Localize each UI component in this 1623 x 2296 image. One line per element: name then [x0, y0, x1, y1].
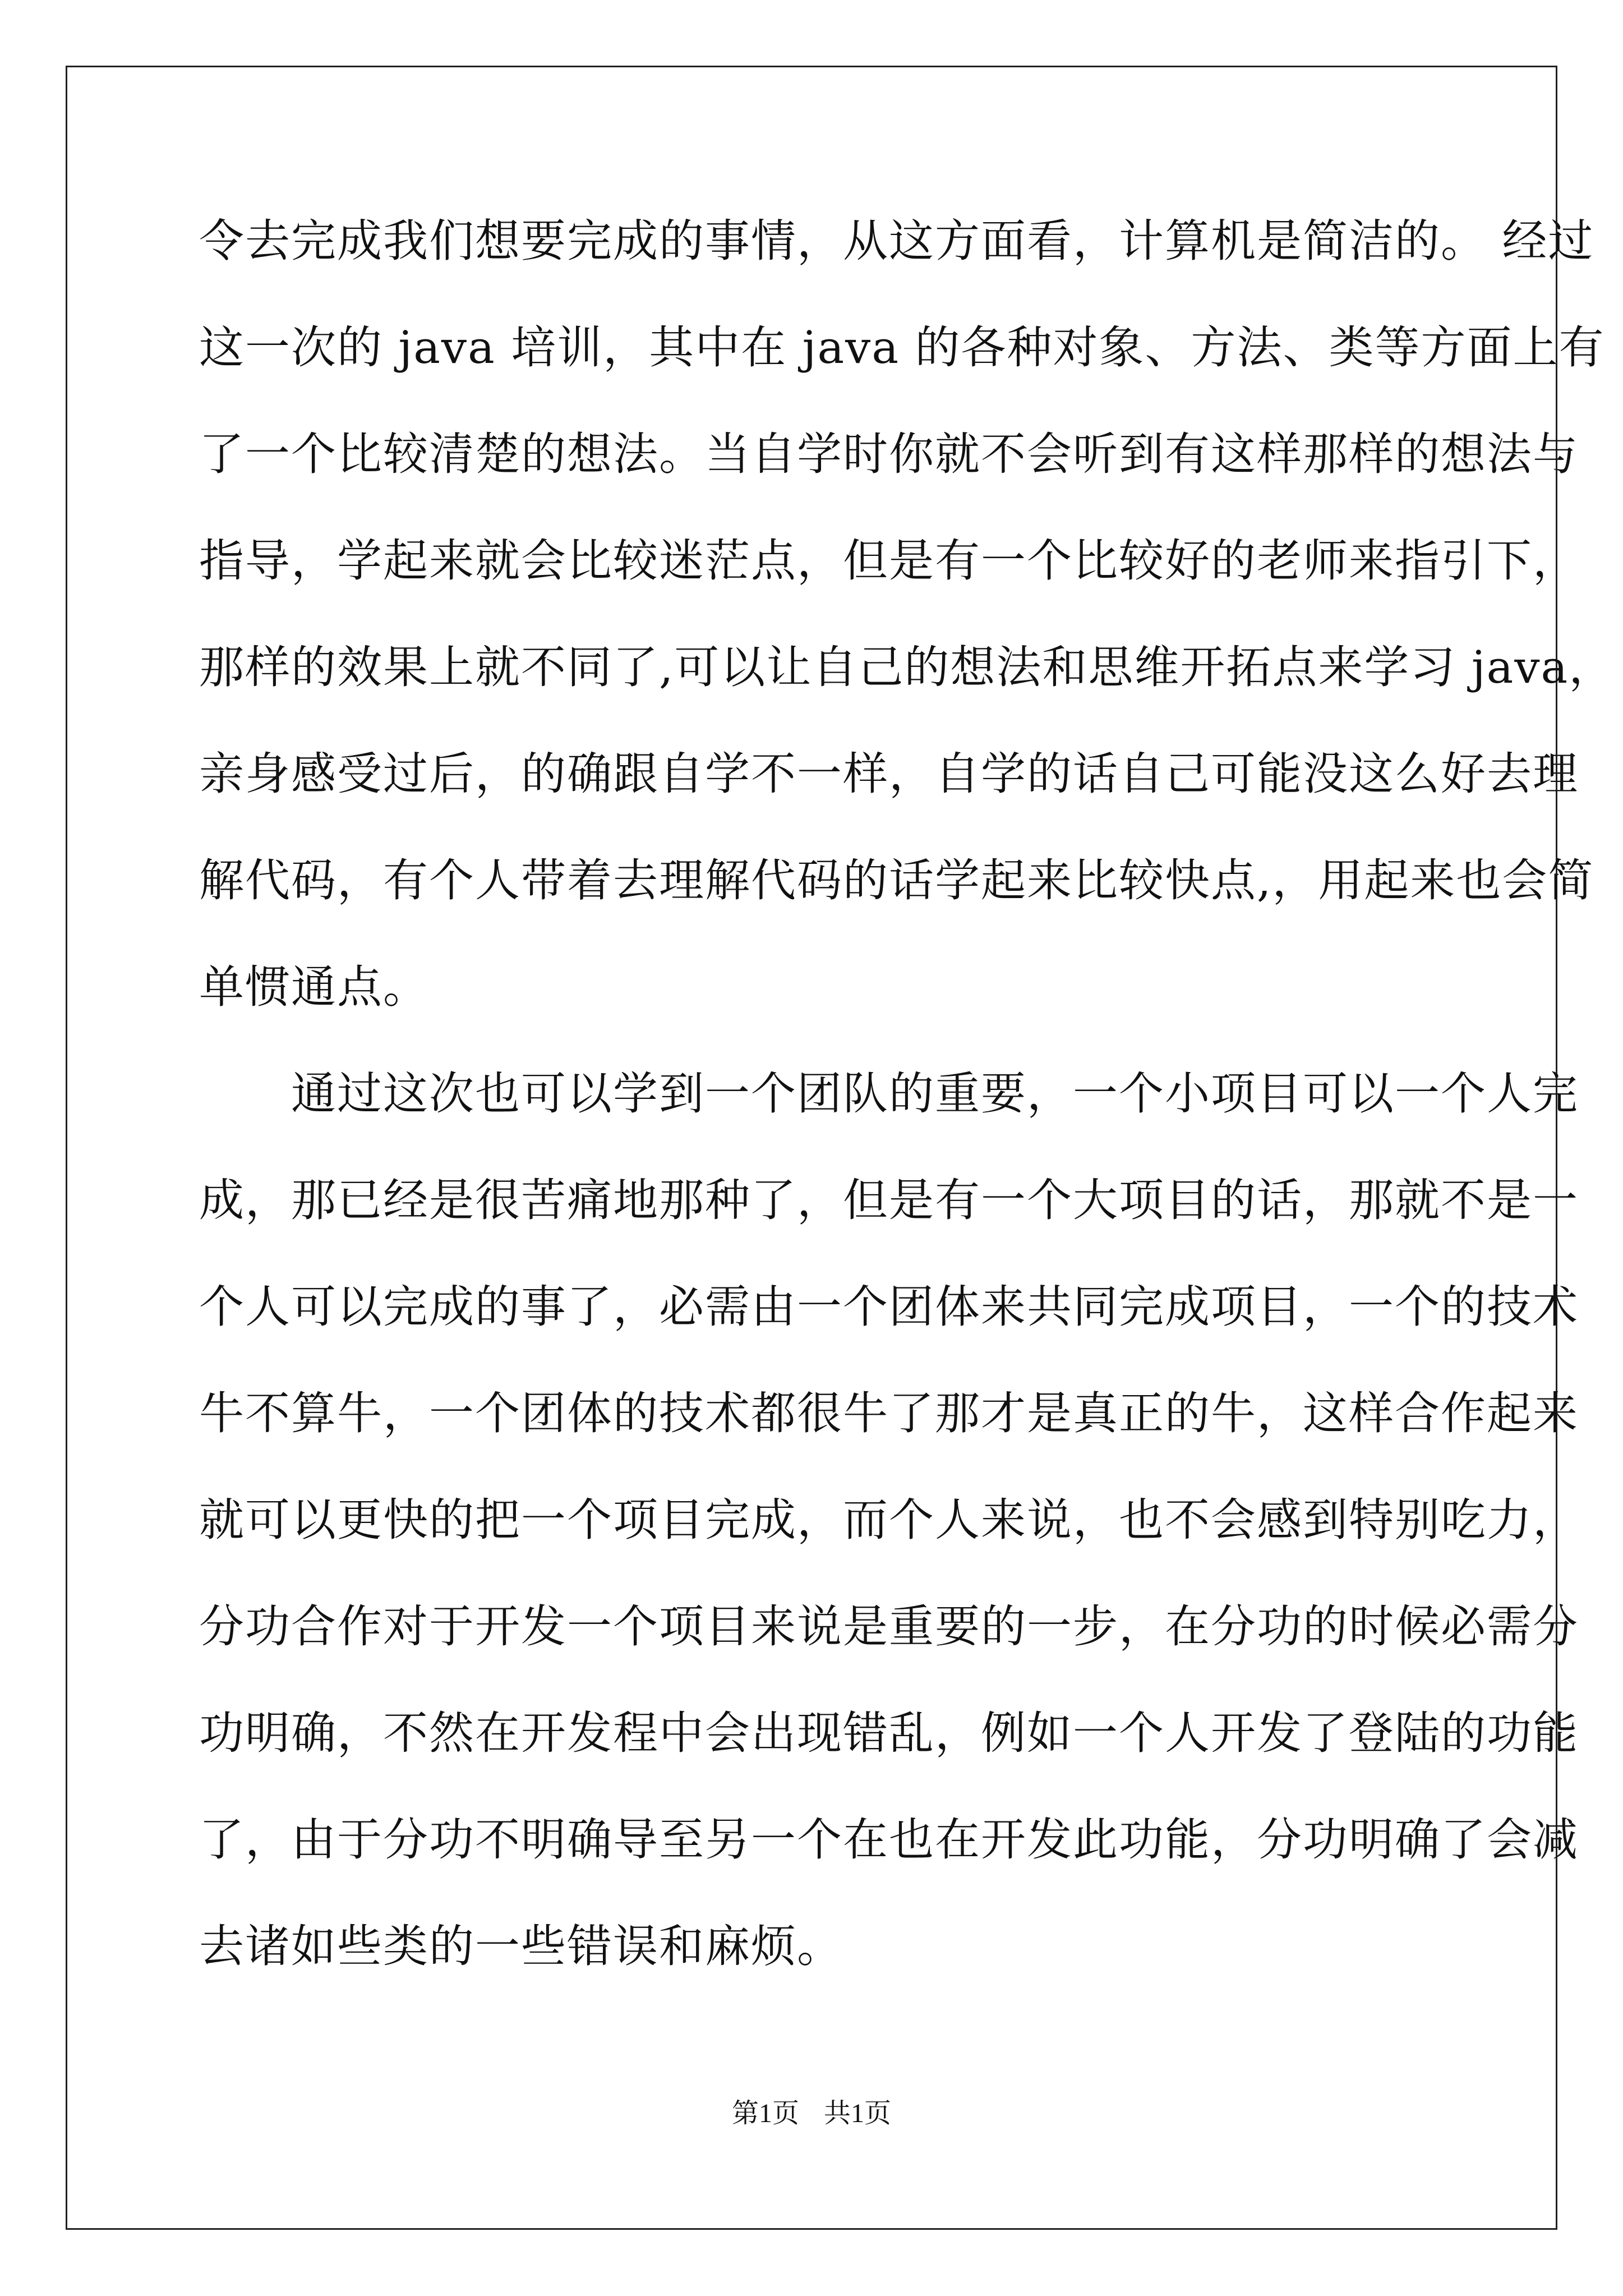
text-line-8: 单惯通点。 — [199, 961, 429, 1013]
text-line-2: 这一次的 java 培训，其中在 java 的各种对象、方法、类等方面上有 — [199, 321, 1605, 374]
text-line-14: 分功合作对于开发一个项目来说是重要的一步，在分功的时候必需分 — [199, 1600, 1579, 1653]
text-line-15: 功明确，不然在开发程中会出现错乱，例如一个人开发了登陆的功能 — [199, 1707, 1579, 1759]
document-body — [199, 210, 1615, 2022]
text-line-17: 去诸如些类的一些错误和麻烦。 — [199, 1920, 843, 1972]
text-line-1: 令去完成我们想要完成的事情，从这方面看，计算机是简洁的。 经过 — [199, 215, 1594, 267]
text-line-3: 了一个比较清楚的想法。当自学时你就不会听到有这样那样的想法与 — [199, 428, 1579, 480]
text-line-13: 就可以更快的把一个项目完成，而个人来说，也不会感到特别吃力， — [199, 1494, 1579, 1546]
text-line-9: 通过这次也可以学到一个团队的重要，一个小项目可以一个人完 — [199, 1068, 1579, 1120]
text-line-10: 成，那已经是很苦痛地那种了，但是有一个大项目的话，那就不是一 — [199, 1174, 1579, 1226]
text-line-4: 指导，学起来就会比较迷茫点，但是有一个比较好的老师来指引下， — [199, 535, 1579, 587]
text-line-12: 牛不算牛，一个团体的技术都很牛了那才是真正的牛，这样合作起来 — [199, 1387, 1579, 1439]
page-number: 第1页 — [731, 2099, 799, 2128]
text-line-16: 了，由于分功不明确导至另一个在也在开发此功能，分功明确了会减 — [199, 1814, 1579, 1866]
text-line-5: 那样的效果上就不同了,可以让自己的想法和思维开拓点来学习 java， — [199, 641, 1615, 693]
page-footer — [0, 2097, 1623, 2131]
text-line-6: 亲身感受过后，的确跟自学不一样，自学的话自己可能没这么好去理 — [199, 748, 1579, 800]
text-line-7: 解代码，有个人带着去理解代码的话学起来比较快点,，用起来也会简 — [199, 854, 1594, 907]
text-line-11: 个人可以完成的事了，必需由一个团体来共同完成项目，一个的技术 — [199, 1281, 1579, 1333]
page-total: 共1页 — [824, 2099, 892, 2128]
